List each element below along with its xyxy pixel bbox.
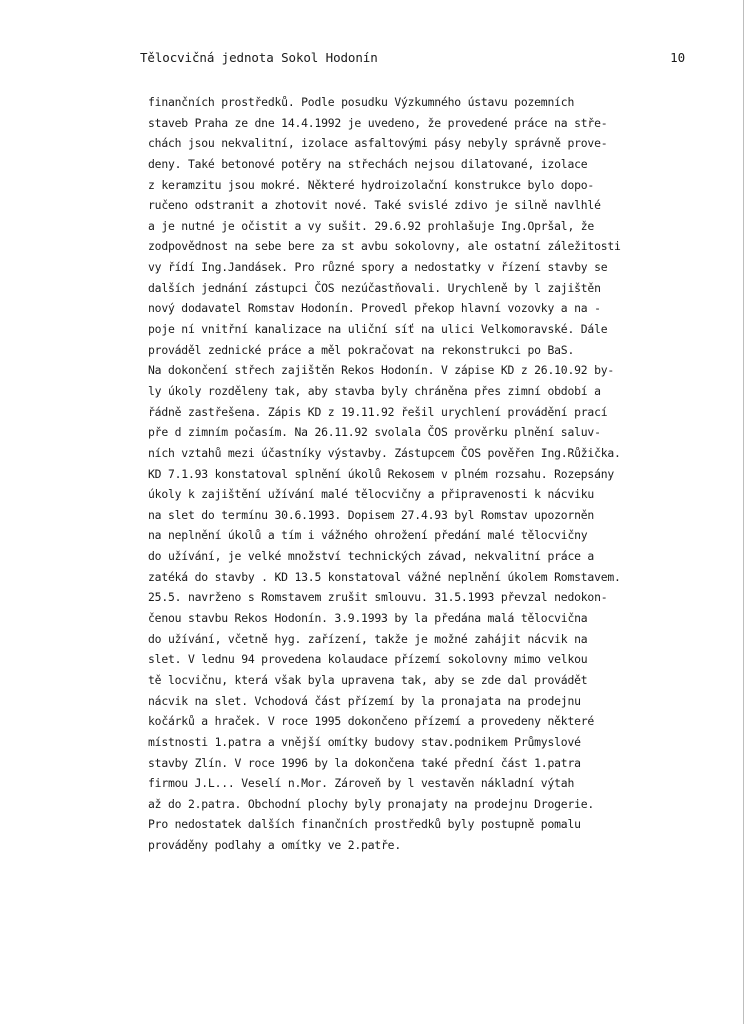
body-line: do užívání, včetně hyg. zařízení, takže je možné zahájit nácvik na: [148, 631, 588, 646]
body-line: na neplnění úkolů a tím i vážného ohrožení předání malé tělocvičny: [148, 528, 588, 543]
body-line: firmou J.L... Veselí n.Mor. Zároveň by l vestavěn nákladní výtah: [148, 776, 575, 791]
body-line: tě locvičnu, která však byla upravena tak, aby se zde dal provádět: [148, 672, 588, 687]
body-line: staveb Praha ze dne 14.4.1992 je uvedeno, že provedené práce na stře-: [148, 115, 608, 130]
body-line: nový dodavatel Romstav Hodonín. Provedl překop hlavní vozovky a na -: [148, 301, 601, 316]
body-line: úkoly k zajištění užívání malé tělocvičny a připravenosti k nácviku: [148, 487, 595, 502]
body-line: ručeno odstranit a zhotovit nové. Také svislé zdivo je silně navlhlé: [148, 198, 601, 213]
body-line: prováděny podlahy a omítky ve 2.patře.: [148, 838, 401, 853]
body-line: Na dokončení střech zajištěn Rekos Hodonín. V zápise KD z 26.10.92 by-: [148, 363, 615, 378]
body-line: nácvik na slet. Vchodová část přízemí by la pronajata na prodejnu: [148, 693, 581, 708]
body-line: 25.5. navrženo s Romstavem zrušit smlouvu. 31.5.1993 převzal nedokon-: [148, 590, 608, 605]
body-line: KD 7.1.93 konstatoval splnění úkolů Rekosem v plném rozsahu. Rozepsány: [148, 466, 615, 481]
body-line: čenou stavbu Rekos Hodonín. 3.9.1993 by la předána malá tělocvična: [148, 611, 588, 626]
page-number: 10: [670, 50, 685, 65]
body-line: do užívání, je velké množství technických závad, nekvalitní práce a: [148, 549, 595, 564]
body-line: na slet do termínu 30.6.1993. Dopisem 27.4.93 byl Romstav upozorněn: [148, 507, 595, 522]
body-line: vy řídí Ing.Jandásek. Pro různé spory a nedostatky v řízení stavby se: [148, 260, 608, 275]
body-text: [148, 92, 708, 856]
body-line: řádně zastřešena. Zápis KD z 19.11.92 řešil urychlení provádění prací: [148, 404, 608, 419]
body-line: zodpovědnost na sebe bere za st avbu sokolovny, ale ostatní záležitosti: [148, 239, 621, 254]
page-edge-line: [743, 0, 744, 1024]
body-line: z keramzitu jsou mokré. Některé hydroizolační konstrukce bylo dopo-: [148, 177, 595, 192]
body-line: slet. V lednu 94 provedena kolaudace přízemí sokolovny mimo velkou: [148, 652, 588, 667]
body-line: kočárků a hraček. V roce 1995 dokončeno přízemí a provedeny některé: [148, 714, 595, 729]
header-title: Tělocvičná jednota Sokol Hodonín: [140, 50, 378, 65]
body-line: dalších jednání zástupci ČOS nezúčastňovali. Urychleně by l zajištěn: [148, 280, 601, 295]
body-line: prováděl zednické práce a měl pokračovat na rekonstrukci po BaS.: [148, 342, 575, 357]
body-line: ly úkoly rozděleny tak, aby stavba byly chráněna přes zimní období a: [148, 383, 601, 398]
body-line: Pro nedostatek dalších finančních prostředků byly postupně pomalu: [148, 817, 581, 832]
body-line: místnosti 1.patra a vnější omítky budovy stav.podnikem Průmyslové: [148, 734, 581, 749]
body-line: zatéká do stavby . KD 13.5 konstatoval vážné neplnění úkolem Romstavem.: [148, 569, 621, 584]
body-line: poje ní vnitřní kanalizace na uliční síť na ulici Velkomoravské. Dále: [148, 322, 608, 337]
body-line: ních vztahů mezi účastníky výstavby. Zástupcem ČOS pověřen Ing.Růžička.: [148, 445, 621, 460]
body-line: a je nutné je očistit a vy sušit. 29.6.92 prohlašuje Ing.Opršal, že: [148, 218, 595, 233]
body-line: stavby Zlín. V roce 1996 by la dokončena také přední část 1.patra: [148, 755, 581, 770]
body-line: finančních prostředků. Podle posudku Výzkumného ústavu pozemních: [148, 95, 575, 109]
body-line: deny. Také betonové potěry na střechách nejsou dilatované, izolace: [148, 156, 588, 171]
body-line: až do 2.patra. Obchodní plochy byly pronajaty na prodejnu Drogerie.: [148, 796, 595, 811]
body-line: chách jsou nekvalitní, izolace asfaltovými pásy nebyly správně prove-: [148, 136, 608, 151]
page-header: [140, 50, 685, 70]
body-line: pře d zimním počasím. Na 26.11.92 svolala ČOS prověrku plnění saluv-: [148, 425, 601, 440]
